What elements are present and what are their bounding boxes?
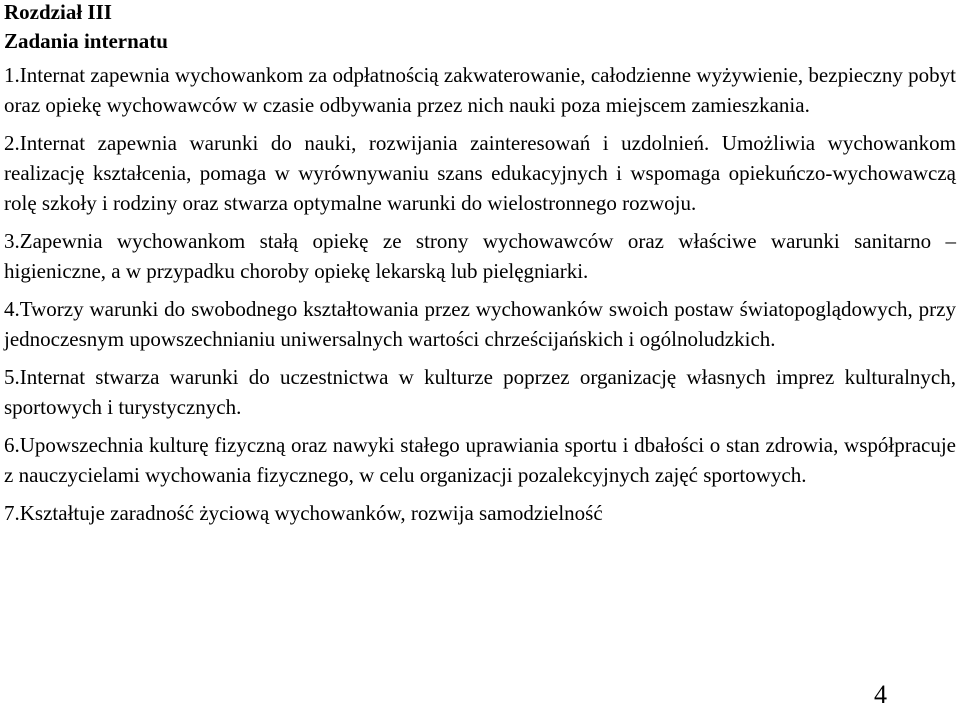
list-item-6: 6.Upowszechnia kulturę fizyczną oraz nawyki stałego uprawiania sportu i dbałości o stan zdrowia, współpracuje z nauczycielami wychowania fizycznego, w celu organizacji pozalekcyjnych zajęć sportowych. xyxy=(4,433,956,487)
list-item-2: 2.Internat zapewnia warunki do nauki, rozwijania zainteresowań i uzdolnień. Umożliwia wychowankom realizację kształcenia, pomaga w wyrównywaniu szans edukacyjnych i wspomaga opiekuńczo-wychowawczą rolę szkoły i rodziny oraz stwarza optymalne warunki do wielostronnego rozwoju. xyxy=(4,131,956,215)
list-item-1: 1.Internat zapewnia wychowankom za odpłatnością zakwaterowanie, całodzienne wyżywienie, bezpieczny pobyt oraz opiekę wychowawców w czasie odbywania przez nich nauki poza miejscem zamieszkania. xyxy=(4,63,956,117)
document-page xyxy=(4,0,956,528)
page-number: 4 xyxy=(874,680,887,709)
chapter-heading: Rozdział III xyxy=(4,0,112,24)
list-item-3: 3.Zapewnia wychowankom stałą opiekę ze strony wychowawców oraz właściwe warunki sanitarno – higieniczne, a w przypadku choroby opiekę lekarską lub pielęgniarki. xyxy=(4,229,956,283)
list-item-4: 4.Tworzy warunki do swobodnego kształtowania przez wychowanków swoich postaw światopoglądowych, przy jednoczesnym upowszechnianiu uniwersalnych wartości chrześcijańskich i ogólnoludzkich. xyxy=(4,297,956,351)
section-title: Zadania internatu xyxy=(4,29,168,53)
list-item-7: 7.Kształtuje zaradność życiową wychowanków, rozwija samodzielność xyxy=(4,501,603,525)
list-item-5: 5.Internat stwarza warunki do uczestnictwa w kulturze poprzez organizację własnych imprez kulturalnych, sportowych i turystycznych. xyxy=(4,365,956,419)
